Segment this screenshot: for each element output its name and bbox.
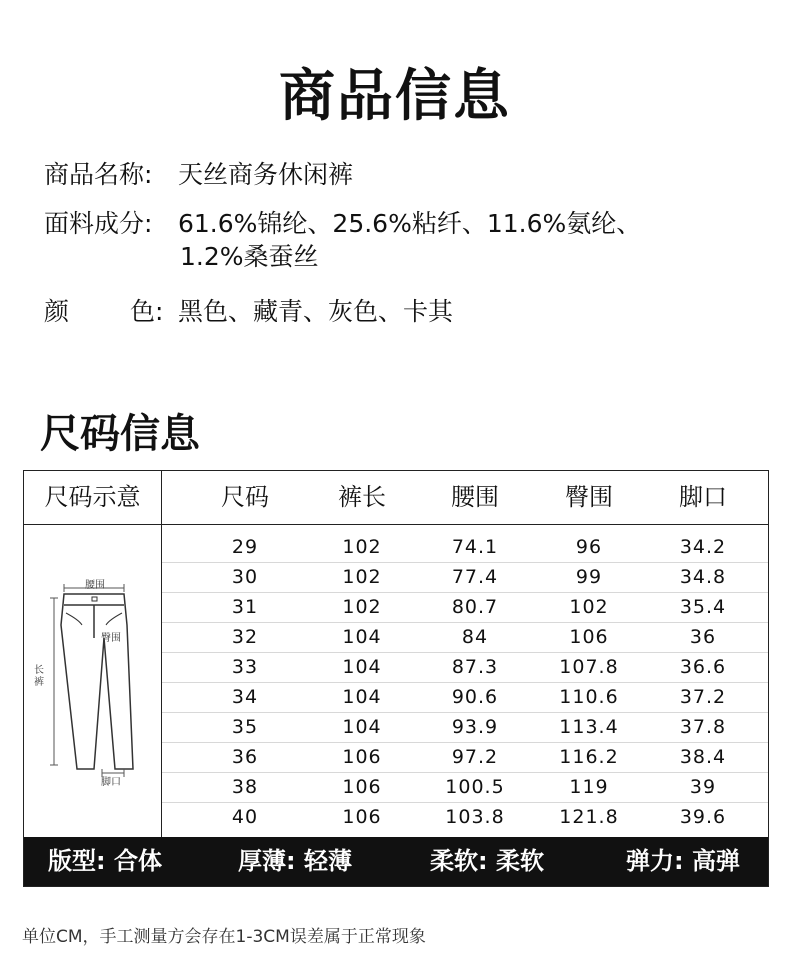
cell-length: 102 xyxy=(342,596,382,618)
trousers-diagram xyxy=(24,525,161,837)
cell-length: 106 xyxy=(342,776,382,798)
cell-size: 36 xyxy=(231,746,259,768)
table-row xyxy=(162,682,768,713)
table-row xyxy=(162,802,768,832)
cell-size: 38 xyxy=(231,776,259,798)
cell-size: 40 xyxy=(231,806,259,828)
cell-size: 32 xyxy=(231,626,259,648)
diagram-hem-label: 脚口 xyxy=(101,777,121,788)
cell-hip: 107.8 xyxy=(559,656,619,678)
table-header-row xyxy=(24,471,768,525)
table-row xyxy=(162,562,768,593)
diagram-hip-label: 臀围 xyxy=(101,633,121,644)
cell-waist: 74.1 xyxy=(451,536,499,558)
cell-size: 33 xyxy=(231,656,259,678)
product-name-row xyxy=(44,155,353,191)
table-row xyxy=(162,532,768,563)
table-row xyxy=(162,652,768,683)
cell-hip: 121.8 xyxy=(559,806,619,828)
cell-hem: 37.8 xyxy=(679,716,727,738)
cell-waist: 77.4 xyxy=(451,566,499,588)
fit-attribute: 版型: 合体 xyxy=(48,847,162,875)
cell-waist: 87.3 xyxy=(451,656,499,678)
cell-waist: 93.9 xyxy=(451,716,499,738)
cell-hem: 37.2 xyxy=(679,686,727,708)
cell-length: 104 xyxy=(342,716,382,738)
table-row xyxy=(162,742,768,773)
color-value: 黑色、藏青、灰色、卡其 xyxy=(178,297,454,326)
cell-hip: 96 xyxy=(575,536,603,558)
table-row xyxy=(162,622,768,653)
softness-attribute: 柔软: 柔软 xyxy=(430,847,544,875)
size-section-title: 尺码信息 xyxy=(40,411,200,457)
thickness-attribute: 厚薄: 轻薄 xyxy=(238,847,352,875)
cell-hem: 36.6 xyxy=(679,656,727,678)
cell-length: 106 xyxy=(342,746,382,768)
fabric-value-line-1: 61.6%锦纶、25.6%粘纤、11.6%氨纶、 xyxy=(178,209,642,238)
cell-hip: 110.6 xyxy=(559,686,619,708)
cell-hip: 116.2 xyxy=(559,746,619,768)
fabric-row xyxy=(44,204,641,240)
table-row xyxy=(162,712,768,743)
cell-hip: 119 xyxy=(569,776,609,798)
header-diagram: 尺码示意 xyxy=(44,483,141,511)
header-hem: 脚口 xyxy=(679,483,727,511)
color-row xyxy=(44,292,453,328)
cell-hem: 39 xyxy=(689,776,717,798)
cell-length: 102 xyxy=(342,566,382,588)
fabric-label: 面料成分: xyxy=(44,209,153,238)
cell-hip: 99 xyxy=(575,566,603,588)
cell-hem: 34.2 xyxy=(679,536,727,558)
cell-hem: 38.4 xyxy=(679,746,727,768)
color-label-part-b: 色: xyxy=(130,297,164,326)
color-label-part-a: 颜 xyxy=(44,297,70,326)
header-hip: 臀围 xyxy=(565,483,613,511)
header-length: 裤长 xyxy=(338,483,386,511)
cell-length: 102 xyxy=(342,536,382,558)
cell-hem: 39.6 xyxy=(679,806,727,828)
cell-waist: 103.8 xyxy=(445,806,505,828)
cell-size: 35 xyxy=(231,716,259,738)
page-title: 商品信息 xyxy=(279,64,511,129)
header-size: 尺码 xyxy=(221,483,269,511)
cell-length: 106 xyxy=(342,806,382,828)
attributes-bar xyxy=(24,837,768,886)
cell-size: 31 xyxy=(231,596,259,618)
size-table xyxy=(23,470,769,887)
cell-waist: 100.5 xyxy=(445,776,505,798)
cell-hip: 102 xyxy=(569,596,609,618)
color-label xyxy=(44,292,178,328)
cell-hem: 36 xyxy=(689,626,717,648)
measurement-footnote: 单位CM，手工测量方会存在1-3CM误差属于正常现象 xyxy=(22,927,426,947)
cell-size: 34 xyxy=(231,686,259,708)
cell-waist: 90.6 xyxy=(451,686,499,708)
cell-waist: 97.2 xyxy=(451,746,499,768)
cell-hip: 106 xyxy=(569,626,609,648)
table-row xyxy=(162,592,768,623)
cell-hip: 113.4 xyxy=(559,716,619,738)
cell-waist: 80.7 xyxy=(451,596,499,618)
elasticity-attribute: 弹力: 高弹 xyxy=(626,847,740,875)
cell-length: 104 xyxy=(342,686,382,708)
cell-hem: 35.4 xyxy=(679,596,727,618)
header-waist: 腰围 xyxy=(451,483,499,511)
table-row xyxy=(162,772,768,803)
product-name-value: 天丝商务休闲裤 xyxy=(178,160,354,189)
cell-hem: 34.8 xyxy=(679,566,727,588)
cell-length: 104 xyxy=(342,656,382,678)
diagram-length-label: 长裤 xyxy=(34,665,44,688)
cell-size: 30 xyxy=(231,566,259,588)
cell-size: 29 xyxy=(231,536,259,558)
fabric-value-line-2: 1.2%桑蚕丝 xyxy=(180,242,319,271)
diagram-waist-label: 腰围 xyxy=(85,580,105,591)
product-name-label: 商品名称: xyxy=(44,160,153,189)
cell-waist: 84 xyxy=(461,626,489,648)
cell-length: 104 xyxy=(342,626,382,648)
